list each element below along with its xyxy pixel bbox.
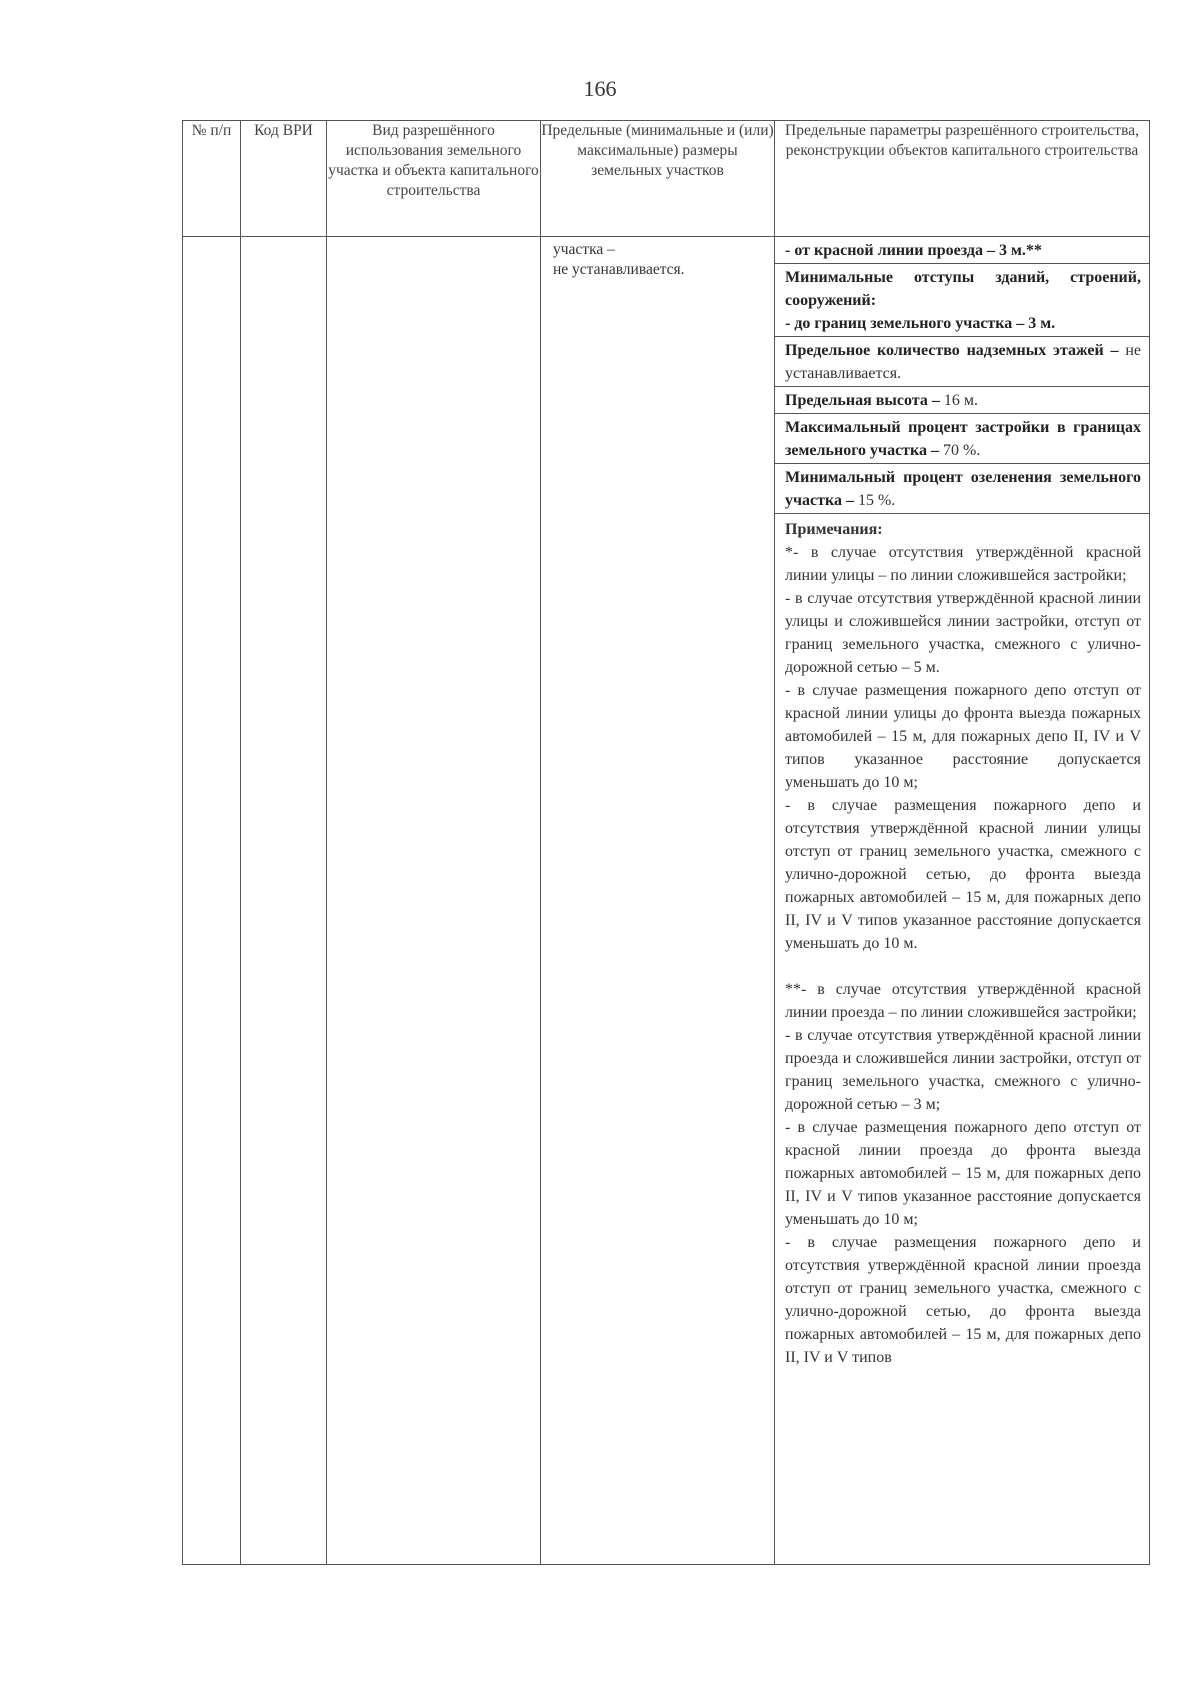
- param-min-setbacks: [775, 264, 1149, 337]
- param-floors-title: Предельное количество надземных этажей –: [785, 342, 1119, 359]
- note-4: - в случае размещения пожарного депо и отсутствия утверждённой красной линии улицы отступ от границ земельного участка, смежного с улично-дорожной сетью, до фронта выезда пожарных автомобилей – 15 м, для пожарных депо II, IV и V типов указанное расстояние допускается уменьшать до 10 м.: [785, 797, 1141, 952]
- param-floors-value: не устанавливается.: [785, 342, 1141, 382]
- cell-params: [775, 237, 1150, 1565]
- note-6: - в случае отсутствия утверждённой красной линии проезда и сложившейся линии застройки, отступ от границ земельного участка, смежного с улично-дорожной сетью – 3 м;: [785, 1027, 1141, 1113]
- param-min-greenery: [775, 464, 1149, 514]
- cell-num: [183, 237, 241, 1565]
- notes-title: Примечания:: [785, 521, 883, 538]
- note-3: - в случае размещения пожарного депо отступ от красной линии улицы до фронта выезда пожарных автомобилей – 15 м, для пожарных депо II, IV и V типов указанное расстояние допускается уменьшать до 10 м;: [785, 682, 1141, 791]
- note-2: - в случае отсутствия утверждённой красной линии улицы и сложившейся линии застройки, отступ от границ земельного участка, смежного с улично-дорожной сетью – 5 м.: [785, 590, 1141, 676]
- table-header-row: [183, 121, 1150, 237]
- note-1: *- в случае отсутствия утверждённой красной линии улицы – по линии сложившейся застройки;: [785, 544, 1141, 584]
- sizes-text: [541, 237, 774, 280]
- notes-section: [775, 514, 1149, 1369]
- header-num: № п/п: [183, 121, 241, 237]
- header-code: Код ВРИ: [241, 121, 327, 237]
- param-height-value: 16 м.: [939, 392, 978, 409]
- header-params: Предельные параметры разрешённого строительства, реконструкции объектов капитального строительства: [775, 121, 1150, 237]
- header-sizes: Предельные (минимальные и (или) максимальные) размеры земельных участков: [541, 121, 775, 237]
- cell-sizes: [541, 237, 775, 1565]
- note-5: **- в случае отсутствия утверждённой красной линии проезда – по линии сложившейся застройки;: [785, 981, 1141, 1021]
- param-min-setbacks-value: - до границ земельного участка – 3 м.: [785, 315, 1056, 332]
- header-vid: Вид разрешённого использования земельного участка и объекта капитального строительства: [327, 121, 541, 237]
- param-floors: [775, 337, 1149, 387]
- param-max-coverage-title: Максимальный процент застройки в границах земельного участка –: [785, 419, 1141, 459]
- table-row: [183, 237, 1150, 1565]
- param-min-setbacks-title: Минимальные отступы зданий, строений, сооружений:: [785, 269, 1141, 309]
- page-number: 166: [583, 76, 617, 101]
- sizes-line-2: не устанавливается.: [553, 261, 685, 278]
- param-min-greenery-title: Минимальный процент озеленения земельного участка –: [785, 469, 1141, 509]
- cell-code: [241, 237, 327, 1565]
- note-8: - в случае размещения пожарного депо и отсутствия утверждённой красной линии проезда отступ от границ земельного участка, смежного с улично-дорожной сетью, до фронта выезда пожарных автомобилей – 15 м, для пожарных депо II, IV и V типов: [785, 1234, 1141, 1366]
- param-height: [775, 387, 1149, 414]
- sizes-line-1: участка –: [553, 241, 615, 258]
- cell-vid: [327, 237, 541, 1565]
- param-max-coverage: [775, 414, 1149, 464]
- param-max-coverage-value: 70 %.: [939, 442, 981, 459]
- param-red-line-driveway: - от красной линии проезда – 3 м.**: [775, 237, 1149, 264]
- zoning-table: [182, 120, 1150, 1565]
- note-7: - в случае размещения пожарного депо отступ от красной линии проезда до фронта выезда пожарных автомобилей – 15 м, для пожарных депо II, IV и V типов указанное расстояние допускается уменьшать до 10 м;: [785, 1119, 1141, 1228]
- param-min-greenery-value: 15 %.: [853, 492, 896, 509]
- param-height-title: Предельная высота –: [785, 392, 940, 409]
